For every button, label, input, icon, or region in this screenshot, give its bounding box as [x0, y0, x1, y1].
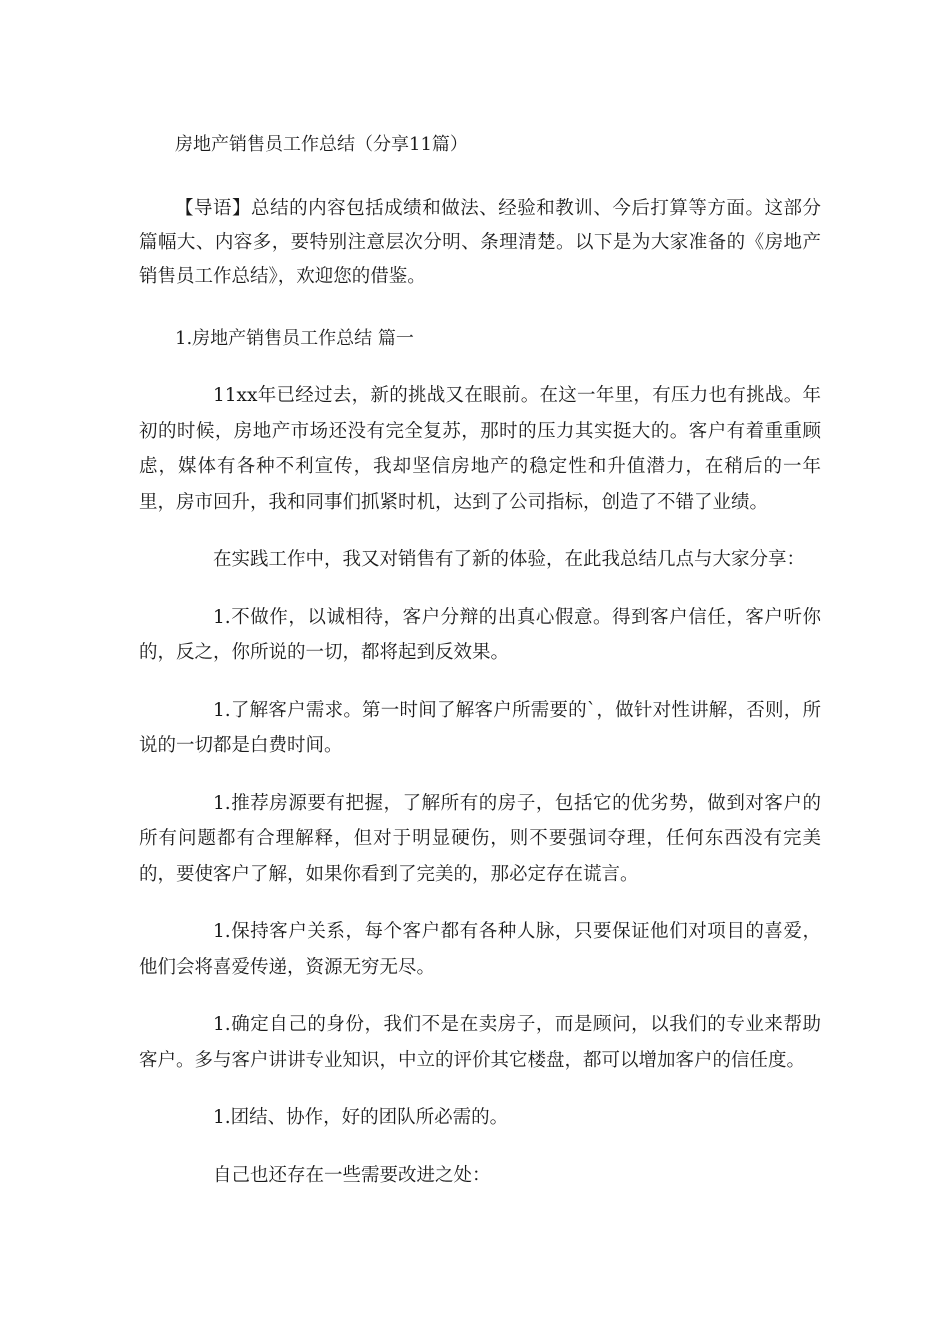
section-heading: 1.房地产销售员工作总结 篇一 — [175, 328, 414, 349]
paragraph-year-review: 11xx年已经过去，新的挑战又在眼前。在这一年里，有压力也有挑战。年初的时候，房地产市场还没有完全复苏，那时的压力其实挺大的。客户有着重重顾虑，媒体有各种不利宣传，我却坚信房地产的稳定性和升值潜力，在稍后的一年里，房市回升，我和同事们抓紧时机，达到了公司指标，创造了不错了业绩。 — [139, 385, 821, 513]
intro-paragraph: 【导语】总结的内容包括成绩和做法、经验和教训、今后打算等方面。这部分篇幅大、内容多，要特别注意层次分明、条理清楚。以下是为大家准备的《房地产销售员工作总结》，欢迎您的借鉴。 — [139, 198, 821, 287]
paragraph-summary-lead: 在实践工作中，我又对销售有了新的体验，在此我总结几点与大家分享： — [213, 549, 806, 570]
list-item-consultant-role: 1.确定自己的身份，我们不是在卖房子，而是顾问，以我们的专业来帮助客户。多与客户讲讲专业知识，中立的评价其它楼盘，都可以增加客户的信任度。 — [139, 1014, 821, 1071]
list-item-sincerity: 1.不做作，以诚相待，客户分辩的出真心假意。得到客户信任，客户听你的，反之，你所说的一切，都将起到反效果。 — [139, 606, 821, 663]
document-title: 房地产销售员工作总结（分享11篇） — [175, 134, 468, 155]
list-item-customer-relations: 1.保持客户关系，每个客户都有各种人脉，只要保证他们对项目的喜爱，他们会将喜爱传递，资源无穷无尽。 — [139, 921, 821, 978]
paragraph-improvements: 自己也还存在一些需要改进之处： — [213, 1164, 491, 1186]
list-item-customer-needs: 1.了解客户需求。第一时间了解客户所需要的`，做针对性讲解，否则，所说的一切都是白费时间。 — [139, 699, 821, 756]
list-item-teamwork: 1.团结、协作，好的团队所必需的。 — [213, 1107, 509, 1128]
list-item-property-knowledge: 1.推荐房源要有把握，了解所有的房子，包括它的优劣势，做到对客户的所有问题都有合理解释，但对于明显硬伤，则不要强词夺理，任何东西没有完美的，要使客户了解，如果你看到了完美的，那必定存在谎言。 — [139, 792, 821, 885]
document-body — [139, 128, 821, 1215]
